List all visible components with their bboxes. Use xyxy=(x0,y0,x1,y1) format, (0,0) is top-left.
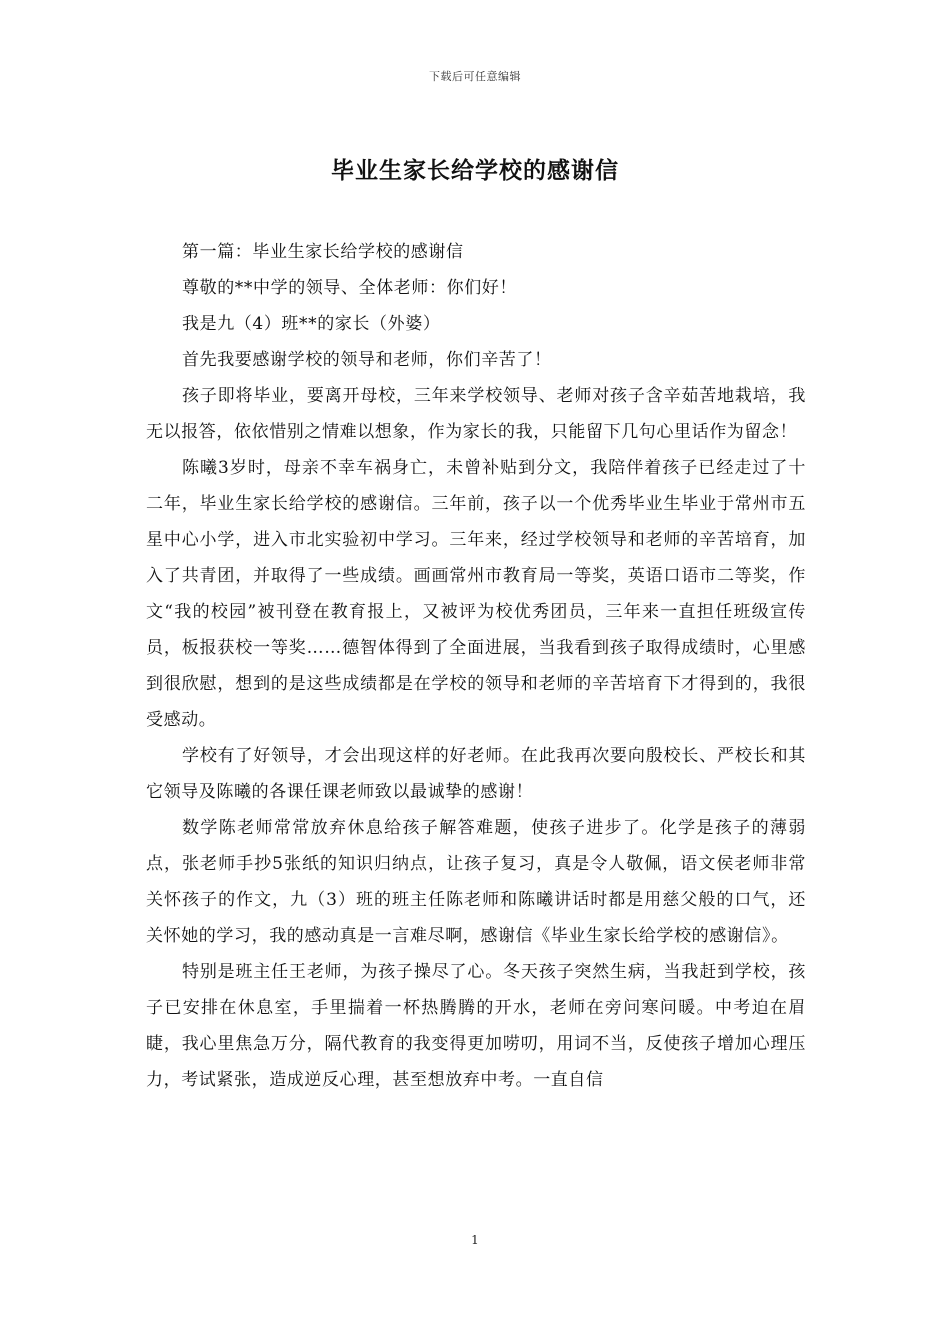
page-number: 1 xyxy=(471,1233,479,1247)
document-body xyxy=(146,234,806,1098)
document-title: 毕业生家长给学校的感谢信 xyxy=(331,158,619,184)
header-note: 下载后可任意编辑 xyxy=(429,70,521,83)
paragraph-achievements: 陈曦3岁时，母亲不幸车祸身亡，未曾补贴到分文，我陪伴着孩子已经走过了十二年，毕业生家长给学校的感谢信。三年前，孩子以一个优秀毕业生毕业于常州市五星中心小学，进入市北实验初中学习。三年来，经过学校领导和老师的辛苦培育，加入了共青团，并取得了一些成绩。画画常州市教育局一等奖，英语口语市二等奖，作文“我的校园”被刊登在教育报上，又被评为校优秀团员，三年来一直担任班级宣传员，板报获校一等奖……德智体得到了全面进展，当我看到孩子取得成绩时，心里感到很欣慰，想到的是这些成绩都是在学校的领导和老师的辛苦培育下才得到的，我很受感动。 xyxy=(146,458,806,730)
paragraph-leaders-thanks: 学校有了好领导，才会出现这样的好老师。在此我再次要向殷校长、严校长和其它领导及陈曦的各课任课老师致以最诚挚的感谢！ xyxy=(146,746,806,802)
paragraph-self-intro: 我是九（4）班**的家长（外婆） xyxy=(182,314,441,334)
paragraph-salutation: 尊敬的**中学的领导、全体老师：你们好！ xyxy=(182,278,517,298)
paragraph-graduation: 孩子即将毕业，要离开母校，三年来学校领导、老师对孩子含辛茹苦地栽培，我无以报答，依依惜别之情难以想象，作为家长的我，只能留下几句心里话作为留念！ xyxy=(146,386,806,442)
paragraph-section-heading: 第一篇：毕业生家长给学校的感谢信 xyxy=(182,242,464,262)
paragraph-head-teacher: 特别是班主任王老师，为孩子操尽了心。冬天孩子突然生病，当我赶到学校，孩子已安排在休息室，手里揣着一杯热腾腾的开水，老师在旁问寒问暖。中考迫在眉睫，我心里焦急万分，隔代教育的我变得更加唠叨，用词不当，反使孩子增加心理压力，考试紧张，造成逆反心理，甚至想放弃中考。一直自信 xyxy=(146,962,806,1090)
paragraph-teachers: 数学陈老师常常放弃休息给孩子解答难题，使孩子进步了。化学是孩子的薄弱点，张老师手抄5张纸的知识归纳点，让孩子复习，真是令人敬佩，语文侯老师非常关怀孩子的作文，九（3）班的班主任陈老师和陈曦讲话时都是用慈父般的口气，还关怀她的学习，我的感动真是一言难尽啊，感谢信《毕业生家长给学校的感谢信》。 xyxy=(146,818,806,946)
paragraph-thanks-opening: 首先我要感谢学校的领导和老师，你们辛苦了！ xyxy=(182,350,552,370)
